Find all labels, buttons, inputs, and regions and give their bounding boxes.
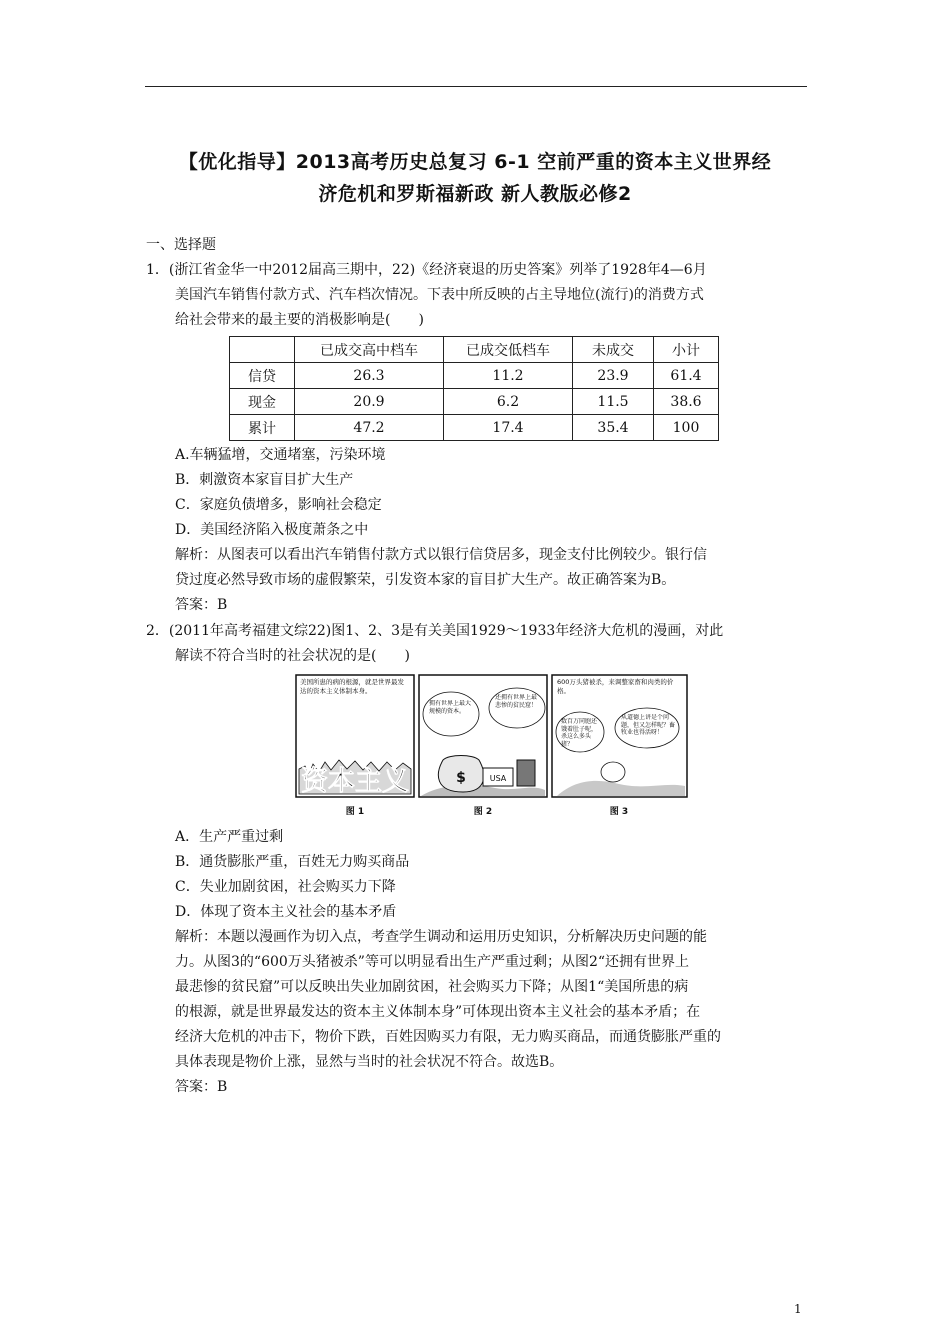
trash-can-icon [517,760,535,786]
table-cell: 61.4 [654,363,719,389]
table-row [230,389,719,415]
q2-analysis-line-2: 力。从图3的“600万头猪被杀”等可以明显看出生产严重过剩；从图2“还拥有世界上 [175,954,690,970]
table-cell: 47.2 [295,415,444,441]
q1-option-b: B．刺激资本家盲目扩大生产 [175,472,354,488]
cartoon-panel-1 [296,675,414,797]
q1-option-d: D．美国经济陷入极度萧条之中 [175,522,369,538]
q2-analysis-line-3: 最悲惨的贫民窟”可以反映出失业加剧贫困，社会购买力下降；从图1“美国所患的病 [175,979,689,995]
page-number: 1 [794,1302,802,1316]
q1-analysis-line-1: 解析：从图表可以看出汽车销售付款方式以银行信贷居多，现金支付比例较少。银行信 [175,547,707,563]
table-cell: 26.3 [295,363,444,389]
figure-3-label: 图 3 [609,807,629,817]
q2-answer: 答案：B [175,1079,228,1095]
table-cell: 100 [654,415,719,441]
title-line-2: 济危机和罗斯福新政 新人教版必修2 [318,183,632,205]
table-header-cell: 小计 [654,337,719,363]
table-cell: 6.2 [444,389,573,415]
table-cell: 现金 [230,389,295,415]
table-cell: 11.5 [573,389,654,415]
title-line-1: 【优化指导】2013高考历史总复习 6-1 空前严重的资本主义世界经 [178,151,772,173]
cartoon-figure [295,674,689,820]
q2-analysis-line-6: 具体表现是物价上涨，显然与当时的社会状况不符合。故选B。 [175,1054,564,1070]
usa-box-label: USA [489,774,507,783]
figure-1-label: 图 1 [345,807,365,817]
panel-3-bubble-left: 数百万同胞还饿着肚子呢，杀这么多头猪？ [561,718,598,748]
q1-stem-line-2: 美国汽车销售付款方式、汽车档次情况。下表中所反映的占主导地位(流行)的消费方式 [175,287,704,303]
panel-2-bubble-left: 拥有世界上最大规模的资本。 [429,700,472,715]
table-header-cell: 已成交高中档车 [295,337,444,363]
q2-analysis-line-1: 解析：本题以漫画作为切入点，考查学生调动和运用历史知识，分析解决历史问题的能 [175,929,707,945]
q1-data-table [229,336,719,441]
panel-3-bubble-right: 从道德上讲是个问题，但又怎样呢？畜牧业也得活呀！ [621,714,675,736]
q2-analysis-line-4: 的根源，就是世界最发达的资本主义体制本身”可体现出资本主义社会的基本矛盾；在 [175,1004,701,1020]
q1-stem-line-1: 1．(浙江省金华一中2012届高三期中，22)《经济衰退的历史答案》列举了1928年4—6月 [146,262,707,278]
cartoon-panel-3 [552,675,687,797]
q1-analysis-line-2: 贷过度必然导致市场的虚假繁荣，引发资本家的盲目扩大生产。故正确答案为B。 [175,572,676,588]
table-cell: 信贷 [230,363,295,389]
table-cell: 累计 [230,415,295,441]
table-cell: 20.9 [295,389,444,415]
panel-1-caption: 美国所患的病的根源，就是世界最发达的资本主义体制本身。 [300,678,404,695]
panel-1-big-text: 资本主义 [301,766,409,797]
table-header-cell: 未成交 [573,337,654,363]
q1-stem-line-3: 给社会带来的最主要的消极影响是( ) [175,312,424,328]
header-rule [145,86,807,87]
table-cell: 11.2 [444,363,573,389]
table-cell: 35.4 [573,415,654,441]
document-title [130,146,820,210]
q2-stem-line-2: 解读不符合当时的社会状况的是( ) [175,648,410,664]
table-header-cell: 已成交低档车 [444,337,573,363]
q1-answer: 答案：B [175,597,228,613]
table-cell: 38.6 [654,389,719,415]
pig-icon [601,762,625,782]
table-cell: 23.9 [573,363,654,389]
q1-option-a: A.车辆猛增，交通堵塞，污染环境 [175,447,386,463]
figure-2-label: 图 2 [473,807,493,817]
panel-2-bubble-right: 还拥有世界上最悲惨的贫民窟！ [495,694,538,709]
q2-option-b: B．通货膨胀严重，百姓无力购买商品 [175,854,410,870]
table-header-cell [230,337,295,363]
q2-analysis-line-5: 经济大危机的冲击下，物价下跌，百姓因购买力有限，无力购买商品，而通货膨胀严重的 [175,1029,721,1045]
table-row [230,415,719,441]
panel-3-caption: 600万头猪被杀，来调整家畜和肉类的价格。 [557,678,674,695]
cartoon-panel-2 [419,675,547,797]
money-bag-label: $ [456,770,466,786]
q1-option-c: C．家庭负债增多，影响社会稳定 [175,497,382,513]
table-cell: 17.4 [444,415,573,441]
table-header-row [230,337,719,363]
table-row [230,363,719,389]
q2-option-a: A．生产严重过剩 [175,829,284,845]
q2-option-d: D．体现了资本主义社会的基本矛盾 [175,904,397,920]
q2-stem-line-1: 2．(2011年高考福建文综22)图1、2、3是有关美国1929～1933年经济大危机的漫画，对此 [146,623,724,639]
q2-option-c: C．失业加剧贫困，社会购买力下降 [175,879,396,895]
section-heading: 一、选择题 [146,237,216,253]
